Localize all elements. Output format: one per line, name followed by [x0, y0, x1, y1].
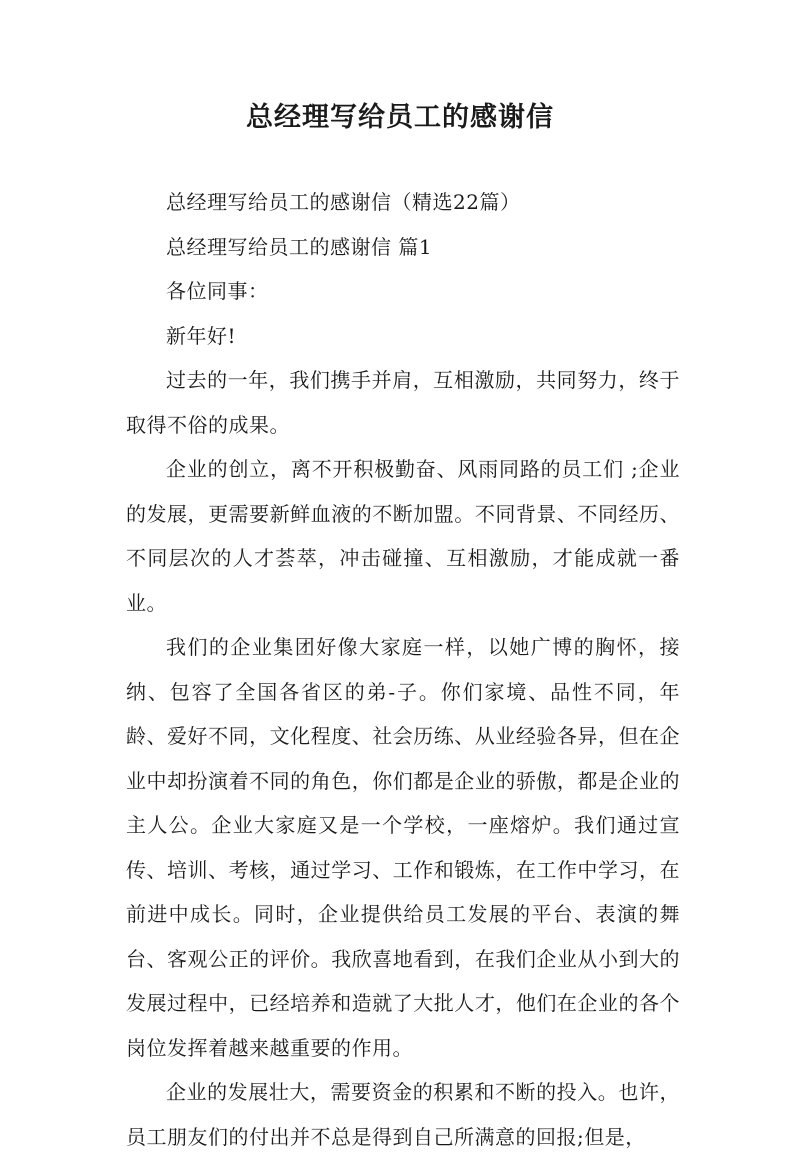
subtitle-paragraph: 总经理写给员工的感谢信（精选22篇） — [166, 190, 521, 214]
body-paragraph: 过去的一年，我们携手并肩，互相激励，共同努力，终于取得不俗的成果。 — [126, 368, 680, 437]
salutation: 各位同事： — [166, 279, 269, 303]
document-body — [126, 180, 680, 1159]
section-heading: 总经理写给员工的感谢信 篇1 — [166, 234, 433, 259]
document-title: 总经理写给员工的感谢信 — [246, 102, 554, 133]
body-paragraph: 企业的发展壮大，需要资金的积累和不断的投入。也许，员工朋友们的付出并不总是得到自己所满意的回报;但是， — [126, 1080, 680, 1149]
greeting: 新年好! — [166, 323, 237, 348]
body-paragraph: 企业的创立，离不开积极勤奋、风雨同路的员工们 ;企业的发展，更需要新鲜血液的不断加盟。不同背景、不同经历、不同层次的人才荟萃，冲击碰撞、互相激励，才能成就一番业。 — [126, 457, 680, 615]
body-paragraph: 我们的企业集团好像大家庭一样，以她广博的胸怀，接纳、包容了全国各省区的弟-子。你们家境、品性不同，年龄、爱好不同，文化程度、社会历练、从业经验各异，但在企业中却扮演着不同的角色，你们都是企业的骄傲，都是企业的主人公。企业大家庭又是一个学校，一座熔炉。我们通过宣传、培训、考核，通过学习、工作和锻炼，在工作中学习，在前进中成长。同时，企业提供给员工发展的平台、表演的舞台、客观公正的评价。我欣喜地看到，在我们企业从小到大的发展过程中，已经培养和造就了大批人才，他们在企业的各个岗位发挥着越来越重要的作用。 — [126, 635, 680, 1060]
